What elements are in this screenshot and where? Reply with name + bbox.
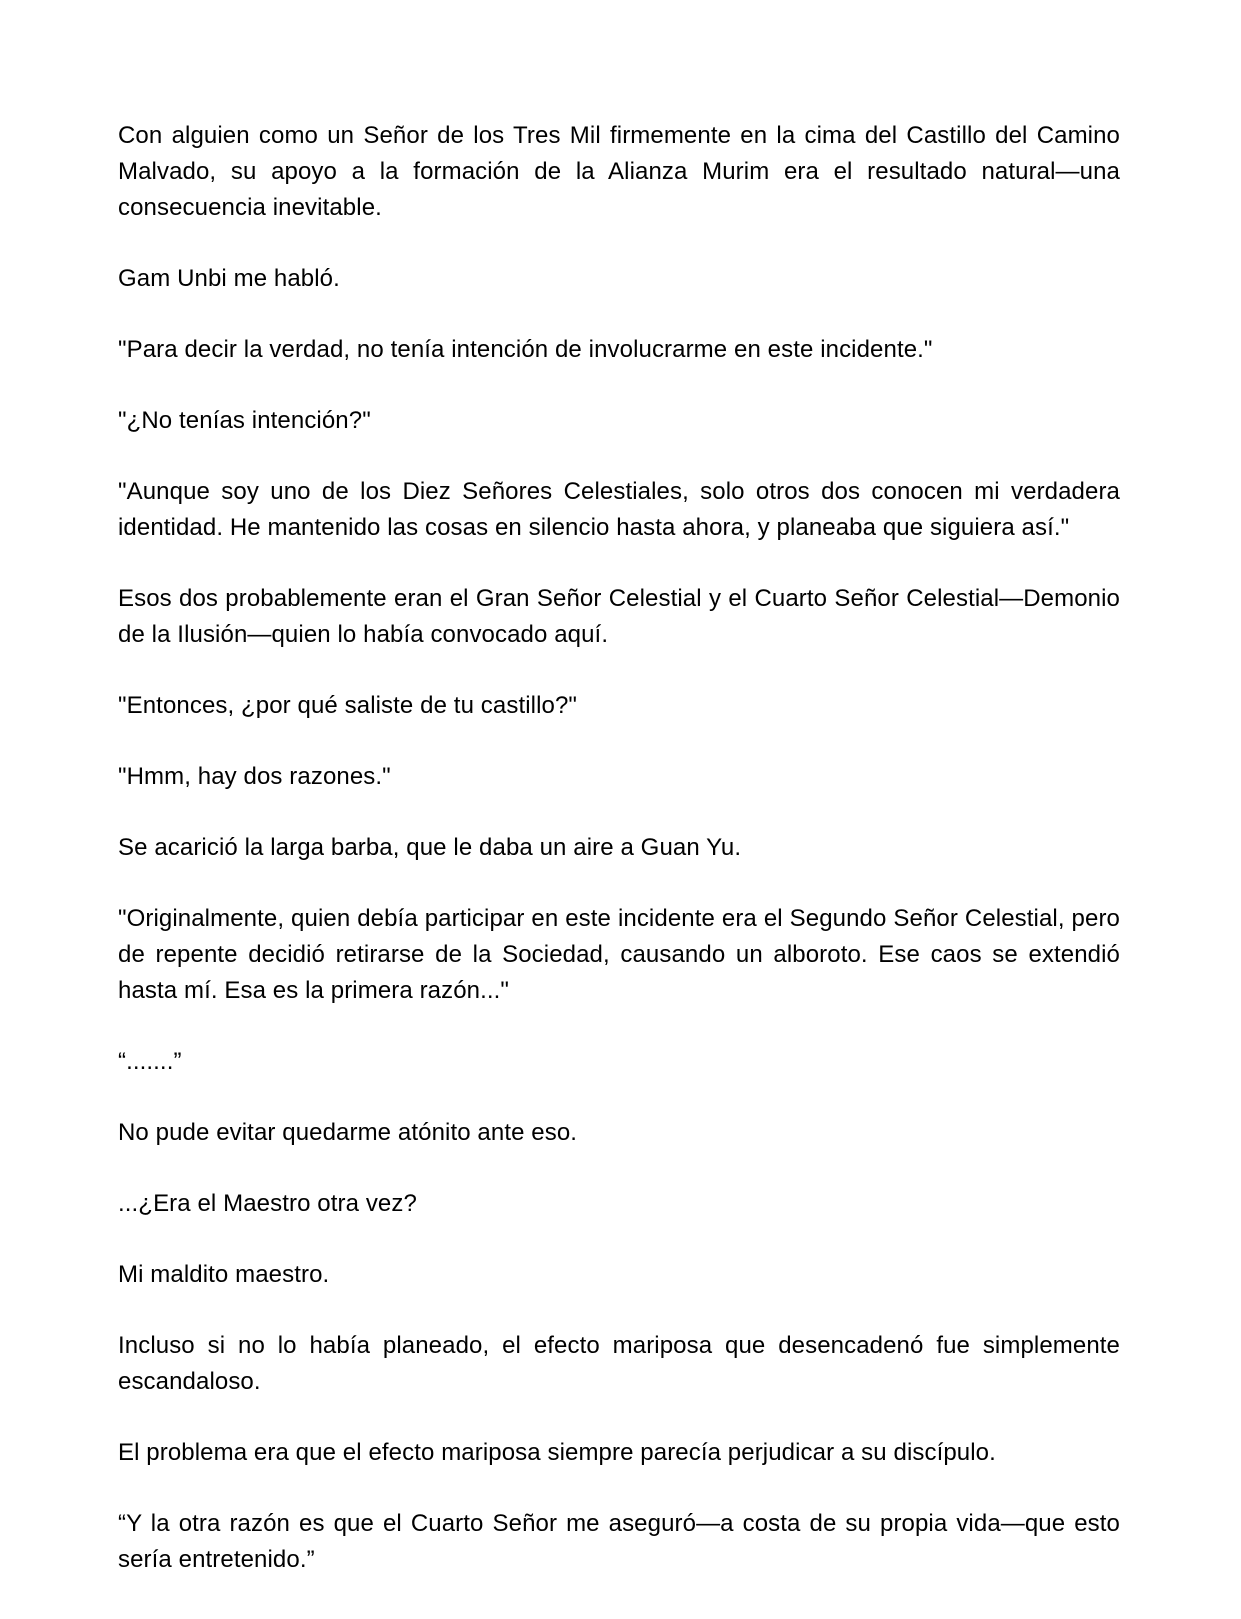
paragraph-16: El problema era que el efecto mariposa siempre parecía perjudicar a su discípulo. (118, 1439, 996, 1466)
paragraph-8: "Hmm, hay dos razones." (118, 763, 391, 790)
paragraph-15: Incluso si no lo había planeado, el efecto mariposa que desencadenó fue simplemente escandaloso. (118, 1332, 1120, 1395)
paragraph-9: Se acarició la larga barba, que le daba un aire a Guan Yu. (118, 834, 742, 861)
paragraph-13: ...¿Era el Maestro otra vez? (118, 1190, 417, 1217)
paragraph-12: No pude evitar quedarme atónito ante eso. (118, 1119, 578, 1146)
paragraph-14: Mi maldito maestro. (118, 1261, 330, 1288)
document-page (118, 118, 1120, 1578)
paragraph-1: Con alguien como un Señor de los Tres Mil firmemente en la cima del Castillo del Camino Malvado, su apoyo a la formación de la Alianza Murim era el resultado natural—una consecuencia inevitable. (118, 122, 1120, 221)
paragraph-4: "¿No tenías intención?" (118, 407, 371, 434)
paragraph-7: "Entonces, ¿por qué saliste de tu castillo?" (118, 692, 578, 719)
paragraph-5: "Aunque soy uno de los Diez Señores Celestiales, solo otros dos conocen mi verdadera identidad. He mantenido las cosas en silencio hasta ahora, y planeaba que siguiera así." (118, 478, 1120, 541)
paragraph-3: "Para decir la verdad, no tenía intención de involucrarme en este incidente." (118, 336, 933, 363)
paragraph-17: “Y la otra razón es que el Cuarto Señor me aseguró—a costa de su propia vida—que esto sería entretenido.” (118, 1510, 1120, 1573)
paragraph-11: “.......” (118, 1048, 182, 1075)
paragraph-2: Gam Unbi me habló. (118, 265, 340, 292)
paragraph-6: Esos dos probablemente eran el Gran Señor Celestial y el Cuarto Señor Celestial—Demonio de la Ilusión—quien lo había convocado aquí. (118, 585, 1120, 648)
paragraph-10: "Originalmente, quien debía participar en este incidente era el Segundo Señor Celestial, pero de repente decidió retirarse de la Sociedad, causando un alboroto. Ese caos se extendió hasta mí. Esa es la primera razón..." (118, 905, 1120, 1004)
